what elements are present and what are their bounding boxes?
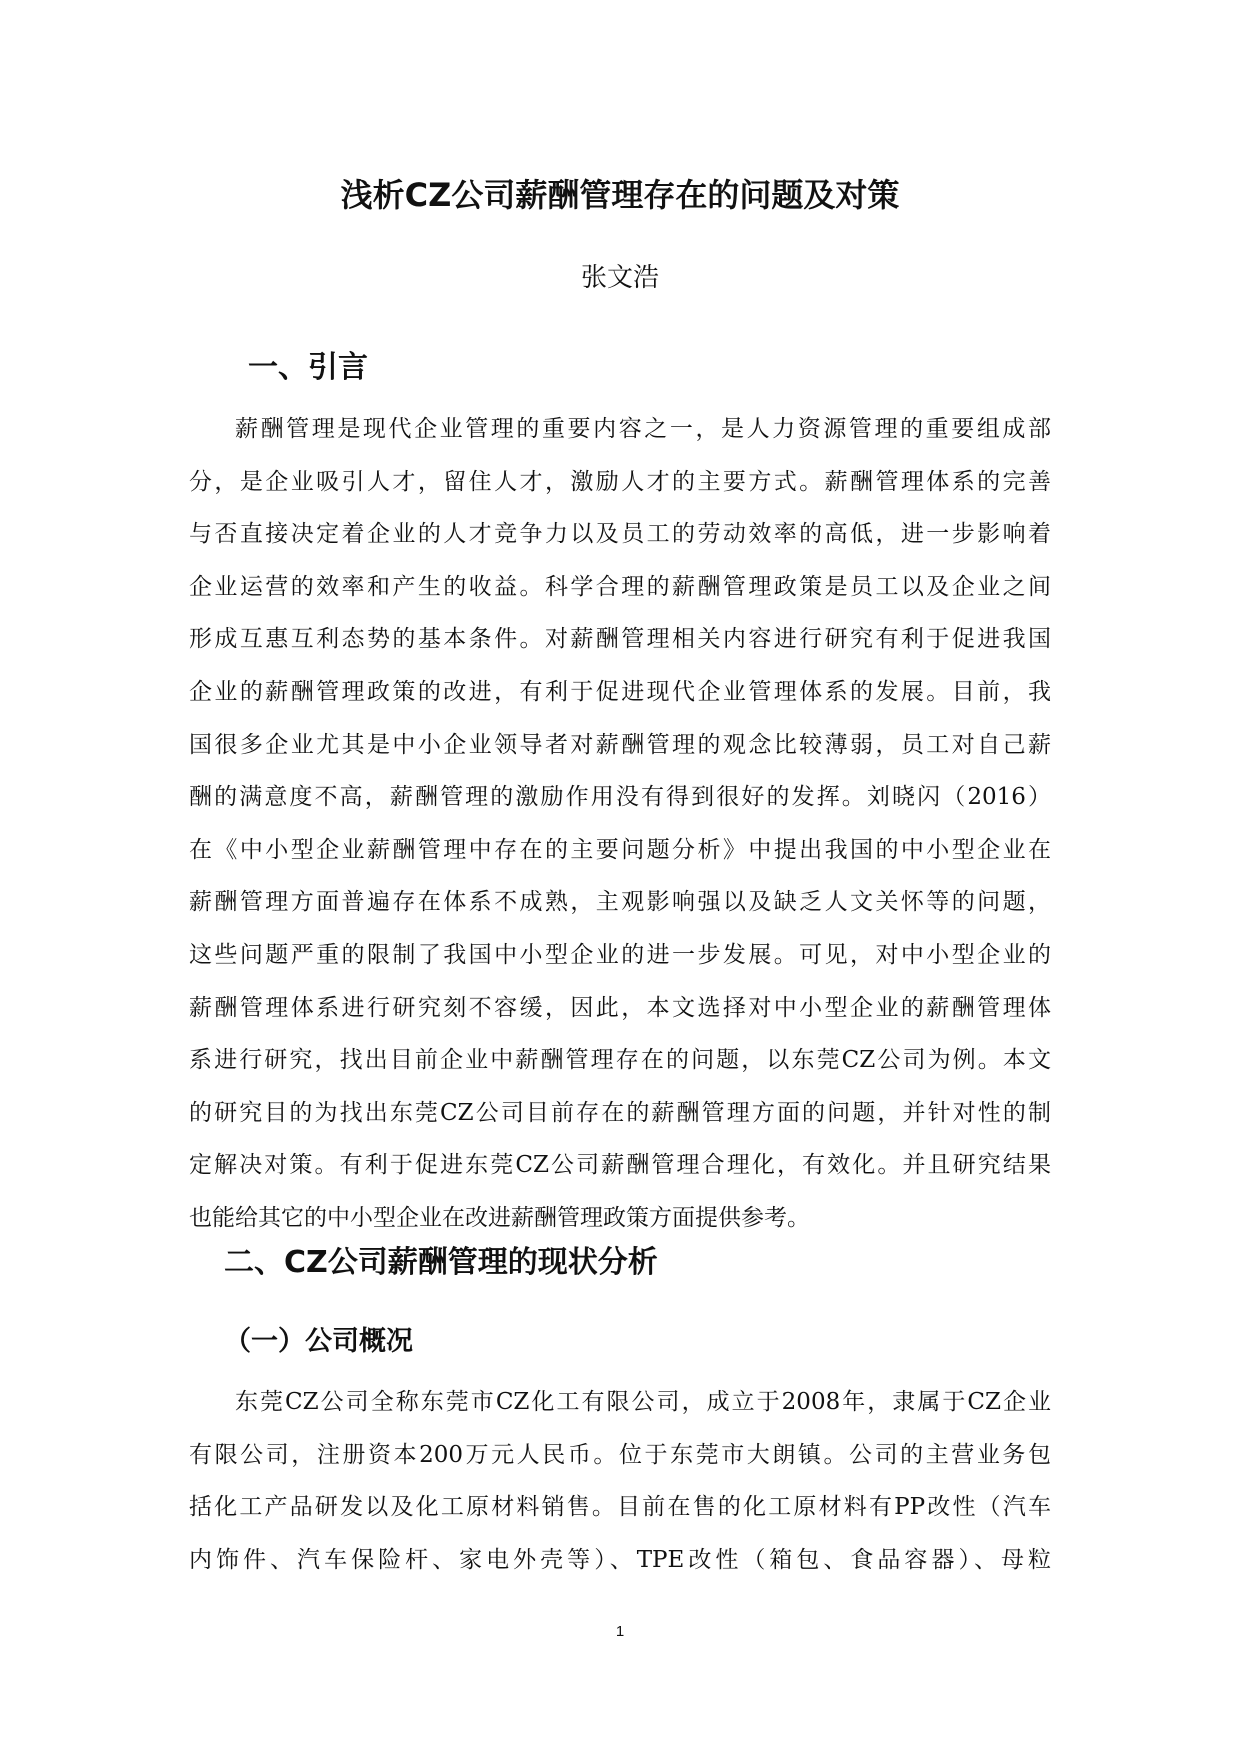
paragraph-line: 薪酬管理是现代企业管理的重要内容之一，是人力资源管理的重要组成部	[235, 416, 1051, 442]
paragraph-line: 薪酬管理体系进行研究刻不容缓，因此，本文选择对中小型企业的薪酬管理体	[189, 994, 1051, 1021]
paragraph-line: 形成互惠互利态势的基本条件。对薪酬管理相关内容进行研究有利于促进我国	[189, 626, 1051, 653]
paragraph-line: 括化工产品研发以及化工原材料销售。目前在售的化工原材料有PP改性（汽车	[189, 1494, 1051, 1521]
section-heading-status-analysis: 二、CZ公司薪酬管理的现状分析	[224, 1245, 658, 1280]
paragraph-line: 国很多企业尤其是中小企业领导者对薪酬管理的观念比较薄弱，员工对自己薪	[189, 731, 1051, 758]
paragraph-line: 这些问题严重的限制了我国中小型企业的进一步发展。可见，对中小型企业的	[189, 941, 1051, 968]
introduction-paragraph	[189, 403, 1051, 1245]
paragraph-line: 薪酬管理方面普遍存在体系不成熟，主观影响强以及缺乏人文关怀等的问题，	[189, 889, 1051, 916]
company-overview-paragraph	[189, 1376, 1051, 1586]
section-heading-introduction: 一、引言	[248, 350, 368, 385]
paragraph-line: 内饰件、汽车保险杆、家电外壳等）、TPE改性（箱包、食品容器）、母粒	[189, 1546, 1051, 1573]
paragraph-line: 企业的薪酬管理政策的改进，有利于促进现代企业管理体系的发展。目前，我	[189, 678, 1051, 705]
paragraph-line: 系进行研究，找出目前企业中薪酬管理存在的问题，以东莞CZ公司为例。本文	[189, 1047, 1051, 1074]
paragraph-line: 酬的满意度不高，薪酬管理的激励作用没有得到很好的发挥。刘晓闪（2016）	[189, 784, 1051, 811]
paragraph-line: 分，是企业吸引人才，留住人才，激励人才的主要方式。薪酬管理体系的完善	[189, 468, 1051, 495]
paragraph-line: 企业运营的效率和产生的收益。科学合理的薪酬管理政策是员工以及企业之间	[189, 573, 1051, 600]
paragraph-line: 有限公司，注册资本200万元人民币。位于东莞市大朗镇。公司的主营业务包	[189, 1441, 1051, 1468]
paragraph-line: 在《中小型企业薪酬管理中存在的主要问题分析》中提出我国的中小型企业在	[189, 836, 1051, 863]
page-number: 1	[615, 1623, 625, 1640]
subsection-heading-company-overview: （一）公司概况	[224, 1326, 413, 1357]
paragraph-line: 东莞CZ公司全称东莞市CZ化工有限公司，成立于2008年，隶属于CZ企业	[235, 1389, 1051, 1415]
author-name: 张文浩	[580, 263, 659, 293]
paragraph-line: 与否直接决定着企业的人才竞争力以及员工的劳动效率的高低，进一步影响着	[189, 521, 1051, 548]
paragraph-line: 也能给其它的中小型企业在改进薪酬管理政策方面提供参考。	[189, 1204, 810, 1231]
paragraph-line: 定解决对策。有利于促进东莞CZ公司薪酬管理合理化，有效化。并且研究结果	[189, 1152, 1051, 1179]
document-title: 浅析CZ公司薪酬管理存在的问题及对策	[340, 176, 900, 214]
paragraph-line: 的研究目的为找出东莞CZ公司目前存在的薪酬管理方面的问题，并针对性的制	[189, 1099, 1051, 1126]
